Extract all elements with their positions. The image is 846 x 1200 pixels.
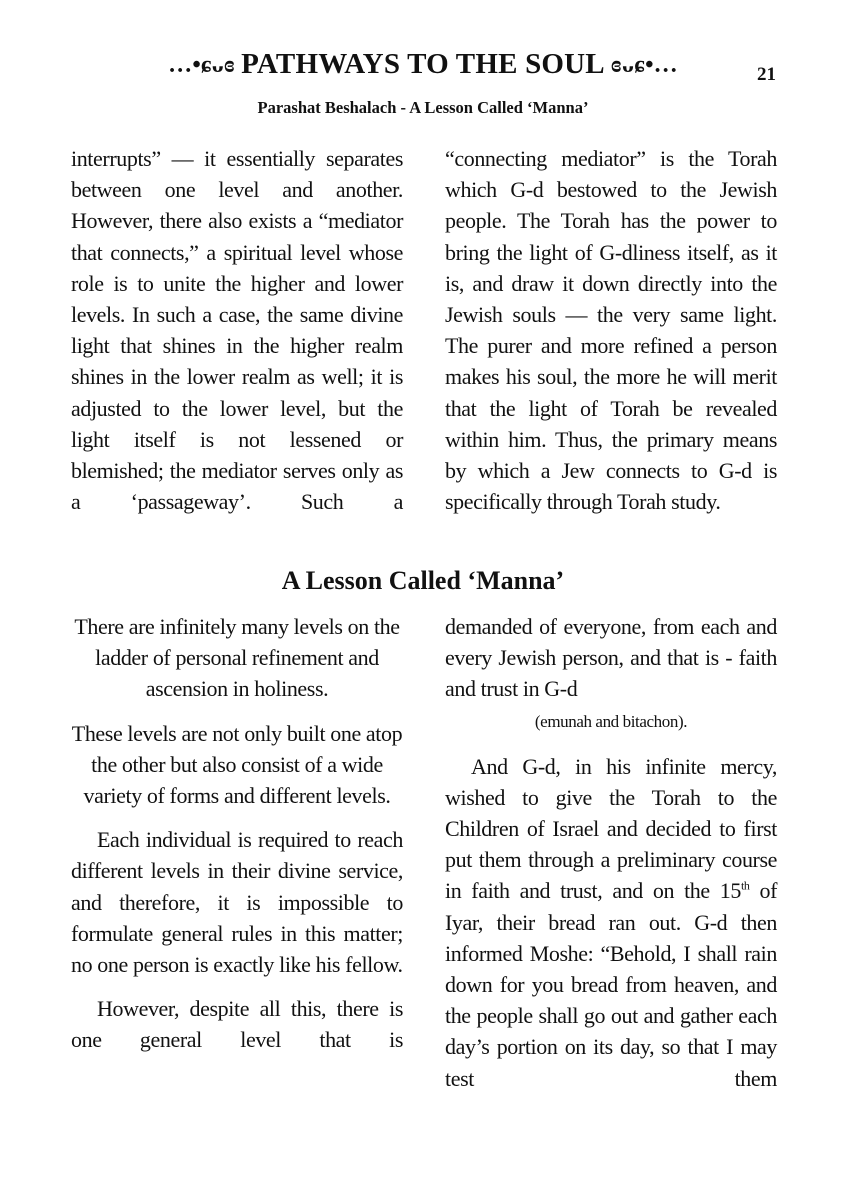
bottom-left-column	[71, 611, 403, 1056]
top-right-paragraph: “connecting mediator” is the Torah which G-d bestowed to the Jewish people. The Torah has the power to bring the light of G-dliness itself, as it is, and draw it down directly into the Jewish souls — the very same light. The purer and more refined a person makes his soul, the more he will merit that the light of Torah be revealed within him. Thus, the primary means by which a Jew connects to G-d is specifically through Torah study.	[445, 146, 777, 515]
bottom-right-column	[445, 611, 777, 1094]
top-right-column	[445, 143, 777, 517]
paragraph: These levels are not only built one atop the other but also consist of a wide variety of forms and different levels.	[71, 720, 403, 809]
paragraph	[445, 751, 777, 1094]
header-title-row	[0, 48, 846, 81]
text-span: of Iyar, their bread ran out. G-d then informed Moshe: “Behold, I shall rain down for you bread from heaven, and the people shall go out and gather each day’s portion on its day, so that I may test them	[445, 878, 777, 1091]
top-left-paragraph: interrupts” — it essentially separates between one level and another. However, there also exists a “mediator that connects,” a spiritual level whose role is to unite the higher and lower levels. In such a case, the same divine light that shines in the higher realm shines in the lower realm as well; it is adjusted to the lower level, but the light itself is not lessened or blemished; the mediator serves only as a ‘passageway’. Such a	[71, 146, 403, 515]
ordinal-suffix: th	[740, 879, 750, 894]
hebrew-term-note: (emunah and bitachon).	[534, 711, 688, 731]
top-left-column	[71, 143, 403, 517]
paragraph: demanded of everyone, from each and every Jewish person, and that is - faith and trust in G-d	[445, 614, 777, 702]
chapter-subtitle: Parashat Beshalach - A Lesson Called ‘Manna’	[257, 98, 589, 117]
text-span: And G-d, in his infinite mercy, wished to give the Torah to the Children of Israel and decided to first put them through a preliminary course in faith and trust, and on the 15	[445, 753, 777, 904]
section-heading: A Lesson Called ‘Manna’	[281, 566, 565, 595]
paragraph: Each individual is required to reach different levels in their divine service, and therefore, it is impossible to formulate general rules in this matter; no one person is exactly like his fellow.	[71, 827, 403, 978]
book-title: PATHWAYS TO THE SOUL	[241, 48, 605, 80]
ornament-right-icon: ɞᴗɕ•…	[610, 51, 678, 78]
page-number: 21	[757, 64, 776, 85]
paragraph: However, despite all this, there is one general level that is	[71, 996, 403, 1053]
paragraph: There are infinitely many levels on the ladder of personal refinement and ascension in holiness.	[74, 614, 400, 702]
running-header	[0, 48, 846, 81]
ornament-left-icon: …•ɕᴗɞ	[168, 51, 236, 78]
